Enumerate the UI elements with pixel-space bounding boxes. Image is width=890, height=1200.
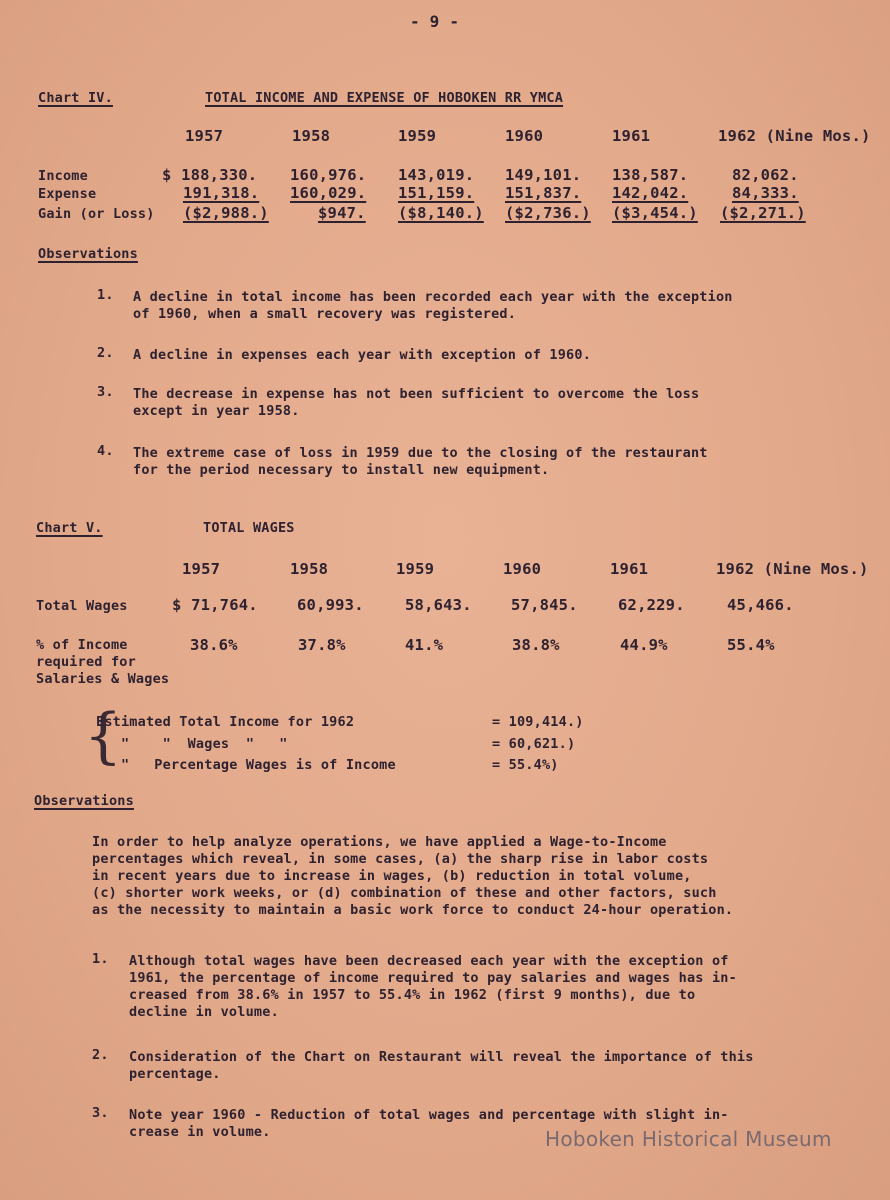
chart5-year-1962: 1962 (Nine Mos.) (716, 560, 869, 578)
chart5-label: Chart V. (36, 520, 103, 536)
chart5-obs-text: Consideration of the Chart on Restaurant will reveal the importance of this percentage. (129, 1049, 754, 1082)
gain-1958: $947. (318, 204, 366, 222)
expense-label: Expense (38, 186, 97, 202)
estimate-income-label: Estimated Total Income for 1962 (96, 714, 355, 730)
wages-1962: 45,466. (727, 596, 794, 614)
percent-1961: 44.9% (620, 636, 668, 654)
chart5-year-1960: 1960 (503, 560, 542, 578)
wages-1957: $ 71,764. (172, 596, 258, 614)
chart5-obs-number: 2. (92, 1047, 109, 1063)
chart4-title: TOTAL INCOME AND EXPENSE OF HOBOKEN RR YMCA (205, 90, 564, 106)
expense-1957: 191,318. (183, 184, 260, 202)
page-number: - 9 - (410, 12, 460, 31)
expense-1962: 84,333. (732, 184, 799, 202)
percent-1959: 41.% (405, 636, 444, 654)
income-1957: $ 188,330. (162, 166, 258, 184)
chart4-year-1959: 1959 (398, 127, 437, 145)
percent-1957: 38.6% (190, 636, 238, 654)
estimate-income-value: = 109,414.) (492, 714, 584, 730)
estimate-wages-label: " " Wages " " (96, 736, 288, 752)
chart5-year-1961: 1961 (610, 560, 649, 578)
wages-1961: 62,229. (618, 596, 685, 614)
estimate-wages-value: = 60,621.) (492, 736, 576, 752)
estimate-percent-label: " Percentage Wages is of Income (96, 757, 396, 773)
percent-1962: 55.4% (727, 636, 775, 654)
expense-1959: 151,159. (398, 184, 475, 202)
chart4-year-1961: 1961 (612, 127, 651, 145)
income-1961: 138,587. (612, 166, 689, 184)
chart4-obs-text: A decline in expenses each year with exception of 1960. (133, 347, 592, 363)
income-1960: 149,101. (505, 166, 582, 184)
gain-1962: ($2,271.) (720, 204, 806, 222)
chart5-obs-text: Although total wages have been decreased each year with the exception of 1961, the percentage of income required to pay salaries and wages has in- creased from 38.6% in 1957 to 55.4% in 1962 (first 9 months), due to decline in volume. (129, 953, 737, 1020)
chart4-label: Chart IV. (38, 90, 113, 106)
gain-1959: ($8,140.) (398, 204, 484, 222)
chart4-obs-number: 2. (97, 345, 114, 361)
gain-1961: ($3,454.) (612, 204, 698, 222)
wages-label: Total Wages (36, 598, 128, 614)
chart4-year-1962: 1962 (Nine Mos.) (718, 127, 871, 145)
income-1959: 143,019. (398, 166, 475, 184)
percent-1960: 38.8% (512, 636, 560, 654)
chart5-obs-text: Note year 1960 - Reduction of total wages and percentage with slight in- crease in volume. (129, 1107, 729, 1140)
income-label: Income (38, 168, 88, 184)
expense-1961: 142,042. (612, 184, 689, 202)
chart5-title: TOTAL WAGES (203, 520, 295, 536)
gain-1960: ($2,736.) (505, 204, 591, 222)
chart5-intro: In order to help analyze operations, we have applied a Wage-to-Income percentages which reveal, in some cases, (a) the sharp rise in labor costs in recent years due to increase in wages, (b) reduction in total volume, (c) shorter work weeks, or (d) combination of these and other factors, such as the necessity to maintain a basic work force to conduct 24-hour operation. (92, 834, 734, 918)
wages-1959: 58,643. (405, 596, 472, 614)
gain-label: Gain (or Loss) (38, 206, 155, 222)
percent-label: % of Income required for Salaries & Wages (36, 637, 170, 687)
chart5-year-1958: 1958 (290, 560, 329, 578)
museum-watermark: Hoboken Historical Museum (545, 1127, 832, 1151)
wages-1960: 57,845. (511, 596, 578, 614)
chart5-year-1959: 1959 (396, 560, 435, 578)
estimates-brace: { (84, 701, 123, 771)
chart4-observations-heading: Observations (38, 246, 138, 262)
chart4-obs-text: The extreme case of loss in 1959 due to the closing of the restaurant for the period necessary to install new equipment. (133, 445, 708, 478)
chart4-obs-number: 1. (97, 287, 114, 303)
expense-1958: 160,029. (290, 184, 367, 202)
gain-1957: ($2,988.) (183, 204, 269, 222)
percent-1958: 37.8% (298, 636, 346, 654)
chart4-year-1960: 1960 (505, 127, 544, 145)
income-1962: 82,062. (732, 166, 799, 184)
chart5-year-1957: 1957 (182, 560, 221, 578)
chart5-observations-heading: Observations (34, 793, 134, 809)
chart4-obs-text: A decline in total income has been recorded each year with the exception of 1960, when a small recovery was registered. (133, 289, 733, 322)
chart4-year-1957: 1957 (185, 127, 224, 145)
chart4-year-1958: 1958 (292, 127, 331, 145)
income-1958: 160,976. (290, 166, 367, 184)
estimate-percent-value: = 55.4%) (492, 757, 559, 773)
expense-1960: 151,837. (505, 184, 582, 202)
chart4-obs-number: 3. (97, 384, 114, 400)
chart5-obs-number: 1. (92, 951, 109, 967)
chart5-obs-number: 3. (92, 1105, 109, 1121)
chart4-obs-number: 4. (97, 443, 114, 459)
chart4-obs-text: The decrease in expense has not been sufficient to overcome the loss except in year 1958. (133, 386, 700, 419)
wages-1958: 60,993. (297, 596, 364, 614)
